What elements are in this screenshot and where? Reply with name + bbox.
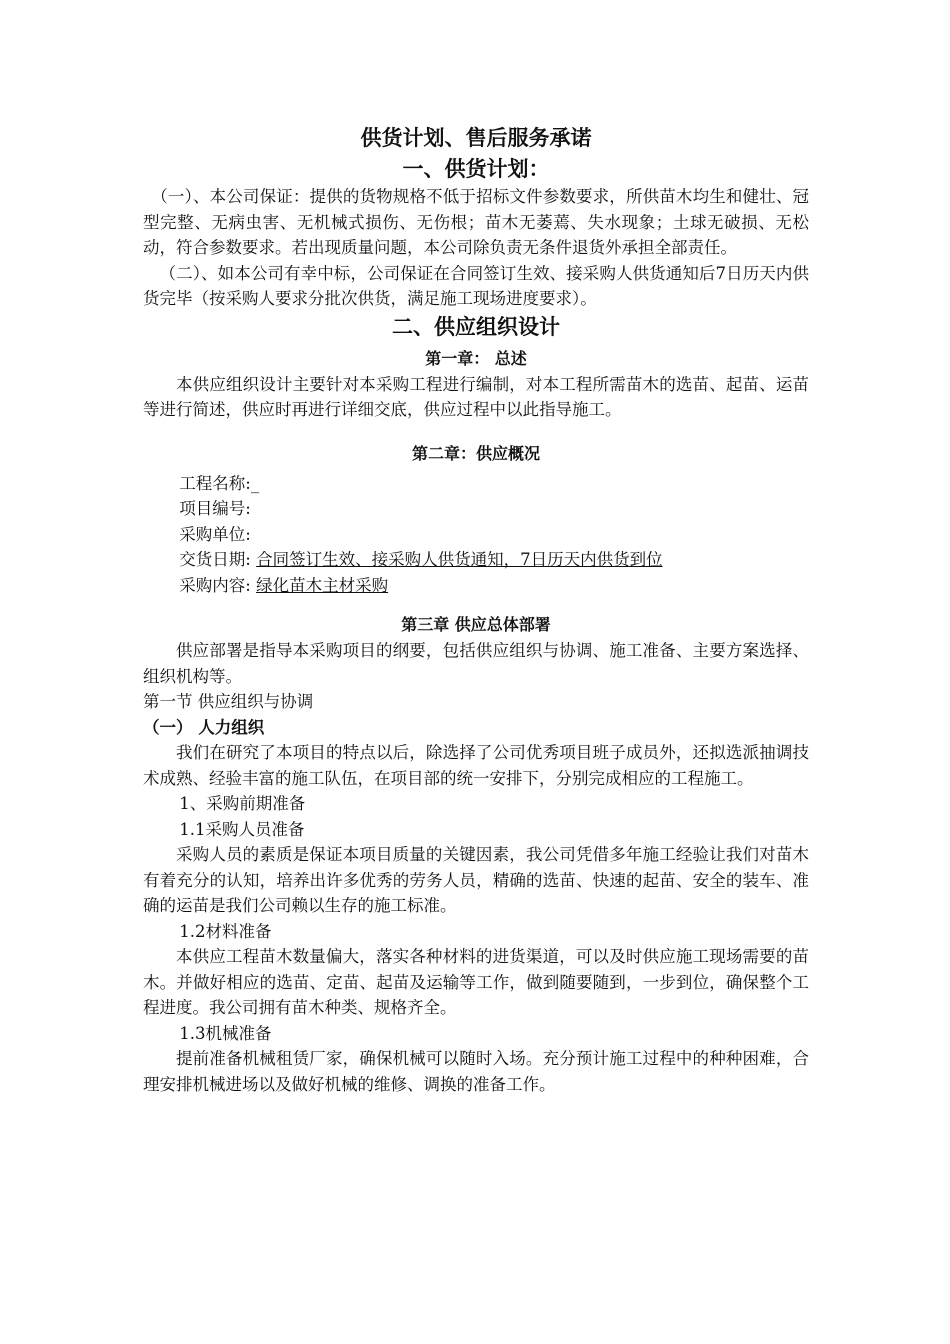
field-project-number-label: 项目编号: bbox=[179, 499, 251, 518]
document-body bbox=[143, 122, 809, 1097]
paragraph-machinery-prep: 提前准备机械租赁厂家，确保机械可以随时入场。充分预计施工过程中的种种困难，合理安排机械进场以及做好机械的维修、调换的准备工作。 bbox=[143, 1049, 809, 1094]
field-delivery-date-value: 合同签订生效、接采购人供货通知，7日历天内供货到位 bbox=[256, 550, 663, 569]
section-heading-supply-organization: 二、供应组织设计 bbox=[392, 313, 560, 339]
paragraph-supply-plan-1: （一）、本公司保证：提供的货物规格不低于招标文件参数要求，所供苗木均生和健壮、冠型完整、无病虫害、无机械式损伤、无伤根；苗木无萎蔫、失水现象；土球无破损、无松动，符合参数要求。若出现质量问题，本公司除负责无条件退货外承担全部责任。 bbox=[143, 187, 809, 257]
field-project-name-label: 工程名称: bbox=[179, 473, 251, 493]
paragraph-overview: 本供应组织设计主要针对本采购工程进行编制，对本工程所需苗木的选苗、起苗、运苗等进行简述，供应时再进行详细交底，供应过程中以此指导施工。 bbox=[143, 374, 809, 419]
section-title-coordination: 第一节 供应组织与协调 bbox=[143, 692, 314, 711]
field-delivery-date bbox=[143, 547, 809, 573]
chapter-heading-supply-summary: 第二章：供应概况 bbox=[411, 443, 540, 463]
list-item-pre-purchase: 1、采购前期准备 bbox=[179, 794, 306, 813]
chapter-heading-overview: 第一章： 总述 bbox=[425, 348, 527, 368]
field-purchaser-label: 采购单位: bbox=[179, 524, 251, 544]
chapter-heading-deployment: 第三章 供应总体部署 bbox=[401, 615, 551, 634]
document-title: 供货计划、售后服务承诺 bbox=[360, 125, 592, 150]
paragraph-human-resources: 我们在研究了本项目的特点以后，除选择了公司优秀项目班子成员外，还拟选派抽调技术成熟、经验丰富的施工队伍，在项目部的统一安排下，分别完成相应的工程施工。 bbox=[143, 743, 809, 788]
field-project-name bbox=[143, 471, 809, 497]
field-purchase-content bbox=[143, 573, 809, 599]
sub-heading-human-resources: （一） 人力组织 bbox=[143, 717, 265, 737]
field-purchase-content-value: 绿化苗木主材采购 bbox=[256, 575, 389, 595]
section-heading-supply-plan: 一、供货计划： bbox=[402, 156, 550, 181]
field-project-number bbox=[143, 496, 809, 522]
list-item-machinery-prep: 1.3机械准备 bbox=[179, 1023, 272, 1043]
list-item-material-prep: 1.2材料准备 bbox=[179, 921, 272, 941]
field-purchaser bbox=[143, 522, 809, 548]
list-item-staff-prep: 1.1采购人员准备 bbox=[179, 819, 305, 839]
field-project-name-value: _ bbox=[250, 473, 260, 493]
field-purchase-content-label: 采购内容: bbox=[179, 575, 257, 595]
paragraph-staff-prep: 采购人员的素质是保证本项目质量的关键因素，我公司凭借多年施工经验让我们对苗木有着充分的认知，培养出许多优秀的劳务人员，精确的选苗、快速的起苗、安全的装车、准确的运苗是我们公司赖以生存的施工标准。 bbox=[143, 845, 809, 915]
paragraph-material-prep: 本供应工程苗木数量偏大，落实各种材料的进货渠道，可以及时供应施工现场需要的苗木。并做好相应的选苗、定苗、起苗及运输等工作，做到随要随到，一步到位，确保整个工程进度。我公司拥有苗木种类、规格齐全。 bbox=[143, 947, 809, 1017]
paragraph-supply-plan-2: （二）、如本公司有幸中标，公司保证在合同签订生效、接采购人供货通知后7日历天内供货完毕（按采购人要求分批次供货，满足施工现场进度要求）。 bbox=[143, 263, 809, 308]
paragraph-deployment: 供应部署是指导本采购项目的纲要，包括供应组织与协调、施工准备、主要方案选择、组织机构等。 bbox=[143, 641, 809, 686]
field-delivery-date-label: 交货日期: bbox=[179, 550, 257, 569]
